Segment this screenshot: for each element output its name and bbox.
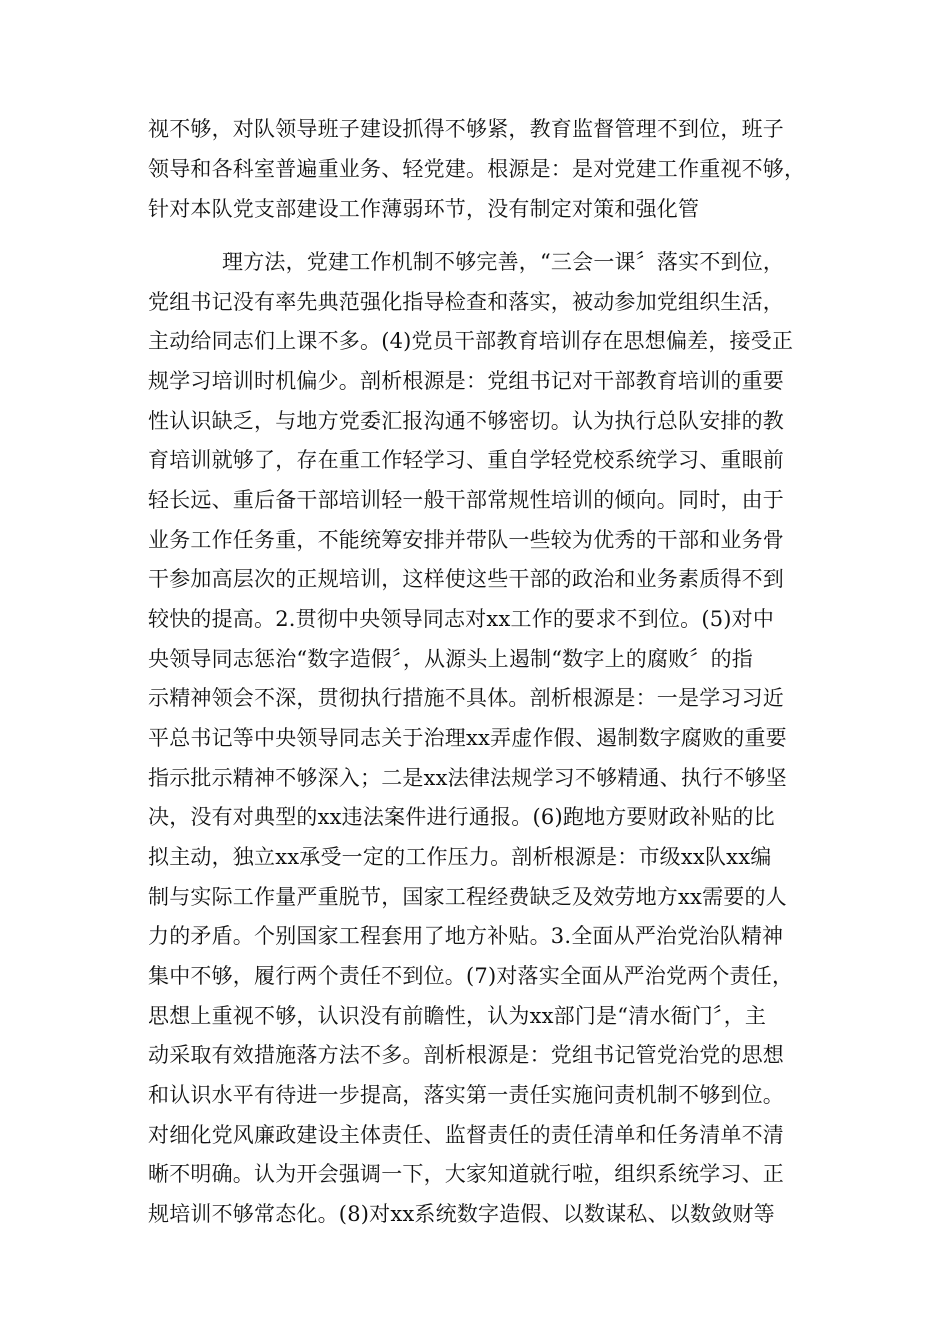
- text-line-15: 示精神领会不深，贯彻执行措施不具体。剖析根源是：一是学习习近: [148, 686, 784, 710]
- text-line-26: 对细化党风廉政建设主体责任、监督责任的责任清单和任务清单不清: [148, 1123, 784, 1147]
- text-line-3: 针对本队党支部建设工作薄弱环节，没有制定对策和强化管: [148, 197, 700, 221]
- text-line-6: 主动给同志们上课不多。(4)党员干部教育培训存在思想偏差，接受正: [148, 329, 794, 353]
- text-line-21: 力的矛盾。个别国家工程套用了地方补贴。3.全面从严治党治队精神: [148, 924, 784, 948]
- text-line-14: 央领导同志惩治“数字造假〞，从源头上遏制“数字上的腐败〞的指: [148, 647, 753, 671]
- text-line-12: 干参加高层次的正规培训，这样使这些干部的政治和业务素质得不到: [148, 567, 784, 591]
- text-line-24: 动采取有效措施落方法不多。剖析根源是：党组书记管党治党的思想: [148, 1043, 784, 1067]
- text-line-7: 规学习培训时机偏少。剖析根源是：党组书记对干部教育培训的重要: [148, 369, 784, 393]
- text-line-19: 拟主动，独立xx承受一定的工作压力。剖析根源是：市级xx队xx编: [148, 845, 772, 869]
- text-line-28: 规培训不够常态化。(8)对xx系统数字造假、以数谋私、以数敛财等: [148, 1202, 775, 1226]
- text-line-17: 指示批示精神不够深入；二是xx法律法规学习不够精通、执行不够坚: [148, 766, 787, 790]
- text-line-5: 党组书记没有率先典范强化指导检查和落实，被动参加党组织生活，: [148, 290, 784, 314]
- text-line-10: 轻长远、重后备干部培训轻一般干部常规性培训的倾向。同时，由于: [148, 488, 784, 512]
- text-line-11: 业务工作任务重，不能统筹安排并带队一些较为优秀的干部和业务骨: [148, 528, 784, 552]
- text-line-2: 领导和各科室普遍重业务、轻党建。根源是：是对党建工作重视不够，: [148, 157, 806, 181]
- text-line-4: 理方法，党建工作机制不够完善，“三会一课〞落实不到位，: [222, 250, 785, 274]
- text-line-16: 平总书记等中央领导同志关于治理xx弄虚作假、遏制数字腐败的重要: [148, 726, 787, 750]
- text-line-9: 育培训就够了，存在重工作轻学习、重自学轻党校系统学习、重眼前: [148, 448, 784, 472]
- text-line-27: 晰不明确。认为开会强调一下，大家知道就行啦，组织系统学习、正: [148, 1162, 784, 1186]
- text-line-13: 较快的提高。2.贯彻中央领导同志对xx工作的要求不到位。(5)对中: [148, 607, 775, 631]
- text-line-20: 制与实际工作量严重脱节，国家工程经费缺乏及效劳地方xx需要的人: [148, 885, 787, 909]
- text-line-8: 性认识缺乏，与地方党委汇报沟通不够密切。认为执行总队安排的教: [148, 409, 784, 433]
- text-line-1: 视不够，对队领导班子建设抓得不够紧，教育监督管理不到位，班子: [148, 117, 784, 141]
- text-line-23: 思想上重视不够，认识没有前瞻性，认为xx部门是“清水衙门〞，主: [148, 1004, 767, 1028]
- text-line-25: 和认识水平有待进一步提高，落实第一责任实施问责机制不够到位。: [148, 1083, 784, 1107]
- text-line-18: 决，没有对典型的xx违法案件进行通报。(6)跑地方要财政补贴的比: [148, 805, 775, 829]
- text-line-22: 集中不够，履行两个责任不到位。(7)对落实全面从严治党两个责任，: [148, 964, 794, 988]
